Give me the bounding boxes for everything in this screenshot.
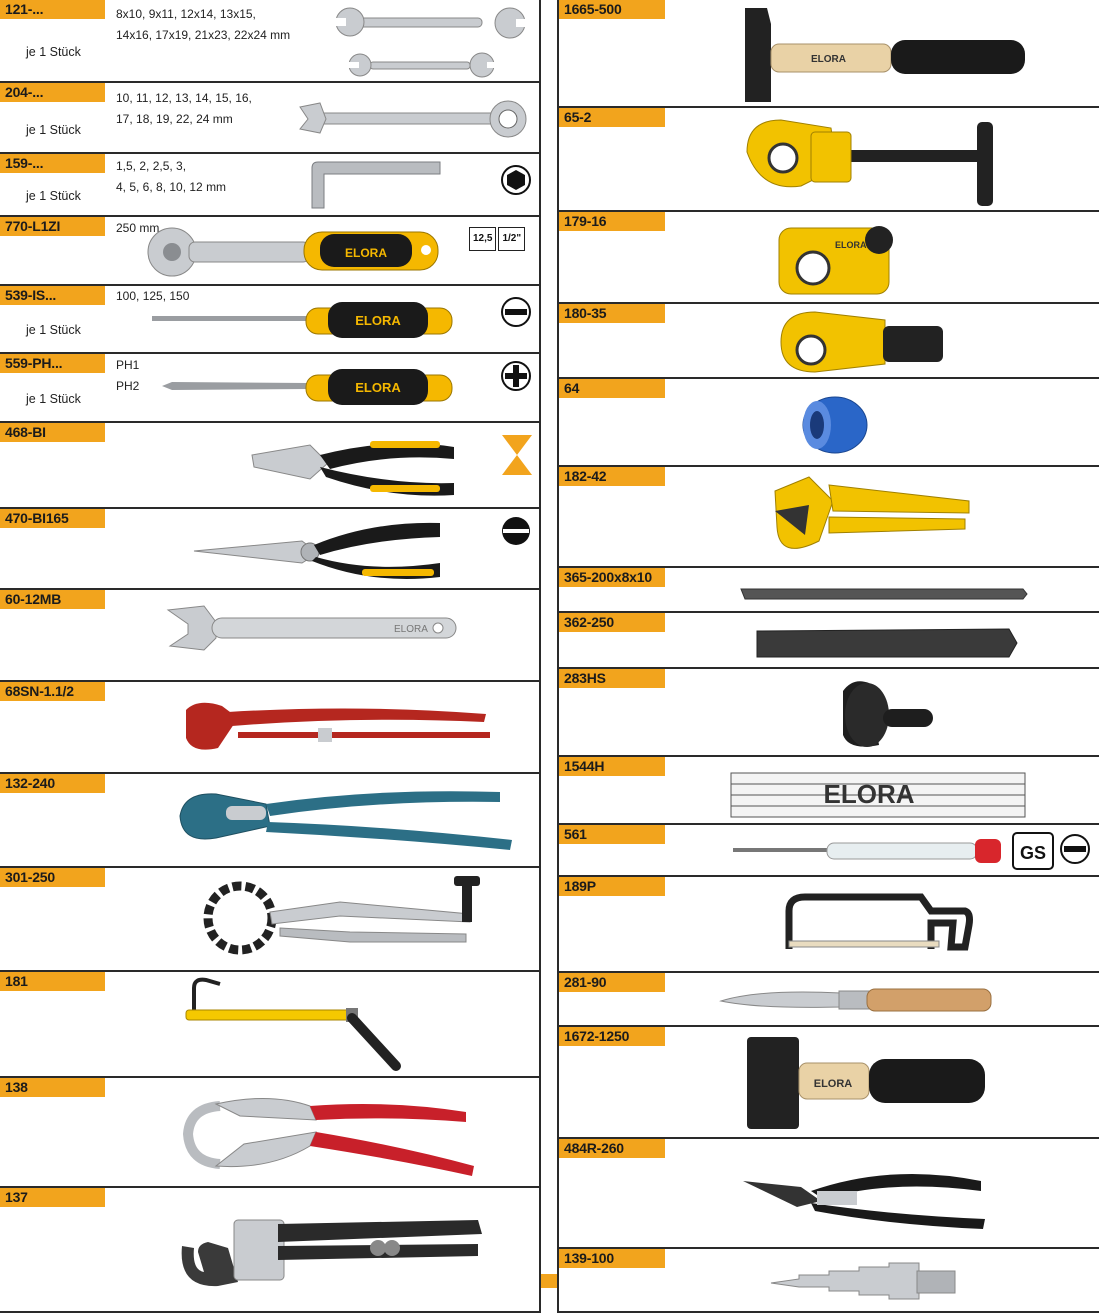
cross-cut-chisel-image [739,587,1029,601]
machinist-hammer-image [741,4,1031,104]
product-row [0,1188,541,1313]
brand-label: ELORA [355,313,401,328]
article-code: 179-16 [559,212,665,231]
product-row [557,568,1099,613]
article-code: 539-IS... [0,286,105,305]
product-row [557,212,1099,304]
flat-chisel-image [755,627,1019,659]
water-pump-pliers-image [176,786,516,856]
article-code: 559-PH... [0,354,105,373]
product-row [557,613,1099,669]
brand-label: ELORA [811,54,846,65]
size-line: PH1 [116,358,140,372]
article-code: 281-90 [559,973,665,992]
size-line: 4, 5, 6, 8, 10, 12 mm [116,180,227,194]
size-line: 100, 125, 150 [116,289,190,303]
article-code: 561 [559,825,665,844]
article-code: 139-100 [559,1249,665,1268]
product-row [0,217,541,286]
product-row [0,972,541,1078]
article-code: 138 [0,1078,105,1097]
gs-certification-mark [1011,831,1055,876]
size-line: 1,5, 2, 2,5, 3, [116,159,187,173]
article-code: 180-35 [559,304,665,323]
product-row [557,1027,1099,1139]
quantity-label: je 1 Stück [26,323,81,337]
product-row [557,467,1099,568]
product-row [0,83,541,154]
tube-cutter-image [775,308,947,376]
article-code: 204-... [0,83,105,102]
size-list [116,355,139,397]
voltage-tester-image [731,835,1005,865]
brand-label: ELORA [813,1078,853,1090]
drive-size-badges [467,227,525,251]
folding-rule-image [729,771,1029,819]
article-code: 64 [559,379,665,398]
needle-nose-pliers-image [192,515,446,581]
slotted-tip-symbol [1059,833,1091,870]
size-line: 17, 18, 19, 22, 24 mm [116,112,233,126]
flare-nut-wrench-image [330,6,530,78]
hex-key-image [300,160,442,210]
hex-socket-symbol [500,164,532,201]
article-code: 182-42 [559,467,665,486]
product-row [0,354,541,423]
step-spanner-image [769,1255,959,1307]
pvc-pipe-shears-image [769,471,975,565]
article-code: 1672-1250 [559,1027,665,1046]
corner-pipe-wrench-image [178,1212,488,1292]
article-code: 159-... [0,154,105,173]
inch-drive-badge: 1/2" [498,227,525,251]
article-code: 68SN-1.1/2 [0,682,105,701]
brand-label: ELORA [355,380,401,395]
product-row [557,1249,1099,1313]
article-code: 137 [0,1188,105,1207]
product-row [0,1078,541,1188]
brand-label: ELORA [345,246,387,260]
gs-mark-label: GS [1019,843,1047,863]
size-line: PH2 [116,379,140,393]
size-line: 8x10, 9x11, 12x14, 13x15, [116,7,256,21]
product-row [0,682,541,774]
product-row [0,286,541,354]
diagonal-cutter-image [250,435,460,497]
article-code: 468-BI [0,423,105,442]
phillips-screwdriver-image [160,364,452,408]
aviation-snips-image [741,1161,987,1231]
product-row [0,590,541,682]
article-code: 181 [0,972,105,991]
article-code: 365-200x8x10 [559,568,665,587]
size-list [116,4,290,46]
article-code: 484R-260 [559,1139,665,1158]
quantity-label: je 1 Stück [26,189,81,203]
article-code: 470-BI165 [0,509,105,528]
article-code: 362-250 [559,613,665,632]
article-code: 301-250 [0,868,105,887]
brand-label: ELORA [823,779,915,809]
product-row [557,973,1099,1027]
siphon-pliers-image [180,1086,480,1178]
quantity-label: je 1 Stück [26,392,81,406]
product-row [0,154,541,217]
brand-label: ELORA [394,624,428,635]
size-list [116,156,226,198]
product-row [557,0,1099,108]
product-row [557,379,1099,467]
article-code: 770-L1ZI [0,217,105,236]
hacksaw-image [781,889,973,953]
product-row [557,877,1099,973]
chain-locking-pliers-image [200,872,500,968]
size-list [116,88,252,130]
product-row [557,757,1099,825]
pocket-knife-image [719,985,995,1015]
product-row [0,774,541,868]
product-row [557,1139,1099,1249]
page-tab-marker [541,1274,557,1288]
article-code: 1665-500 [559,0,665,19]
pipe-wrench-image [178,698,498,758]
article-code: 189P [559,877,665,896]
flat-jaw-symbol [500,515,532,552]
size-line: 10, 11, 12, 13, 14, 15, 16, [116,91,252,105]
size-line: 250 mm [116,221,160,235]
product-row [0,423,541,509]
product-row [557,304,1099,379]
size-line: 14x16, 17x19, 21x23, 22x24 mm [116,28,291,42]
product-row [0,509,541,590]
brand-label: ELORA [835,240,867,250]
article-code: 60-12MB [0,590,105,609]
mini-pipe-cutter-image [775,218,905,302]
adjustable-wrench-image [164,604,460,654]
ratchet-combination-wrench-image [296,97,536,143]
chisel-hand-guard-image [839,675,939,753]
quantity-label: je 1 Stück [26,45,81,59]
product-row [557,825,1099,877]
ratchet-image [144,224,440,280]
phillips-tip-symbol [500,360,532,397]
article-code: 283HS [559,669,665,688]
slotted-tip-symbol [500,296,532,333]
article-code: 1544H [559,757,665,776]
cutting-edge-symbol [500,433,534,482]
article-code: 65-2 [559,108,665,127]
slotted-screwdriver-image [150,298,452,340]
product-row [0,0,541,83]
club-hammer-image [743,1035,989,1131]
article-code: 121-... [0,0,105,19]
article-code: 132-240 [0,774,105,793]
product-row [0,868,541,972]
product-row [557,669,1099,757]
pipe-cutter-image [741,112,1031,208]
basin-wrench-image [182,974,412,1074]
square-drive-badge: 12,5 [469,227,496,251]
deburrer-image [795,393,875,457]
product-row [557,108,1099,212]
quantity-label: je 1 Stück [26,123,81,137]
